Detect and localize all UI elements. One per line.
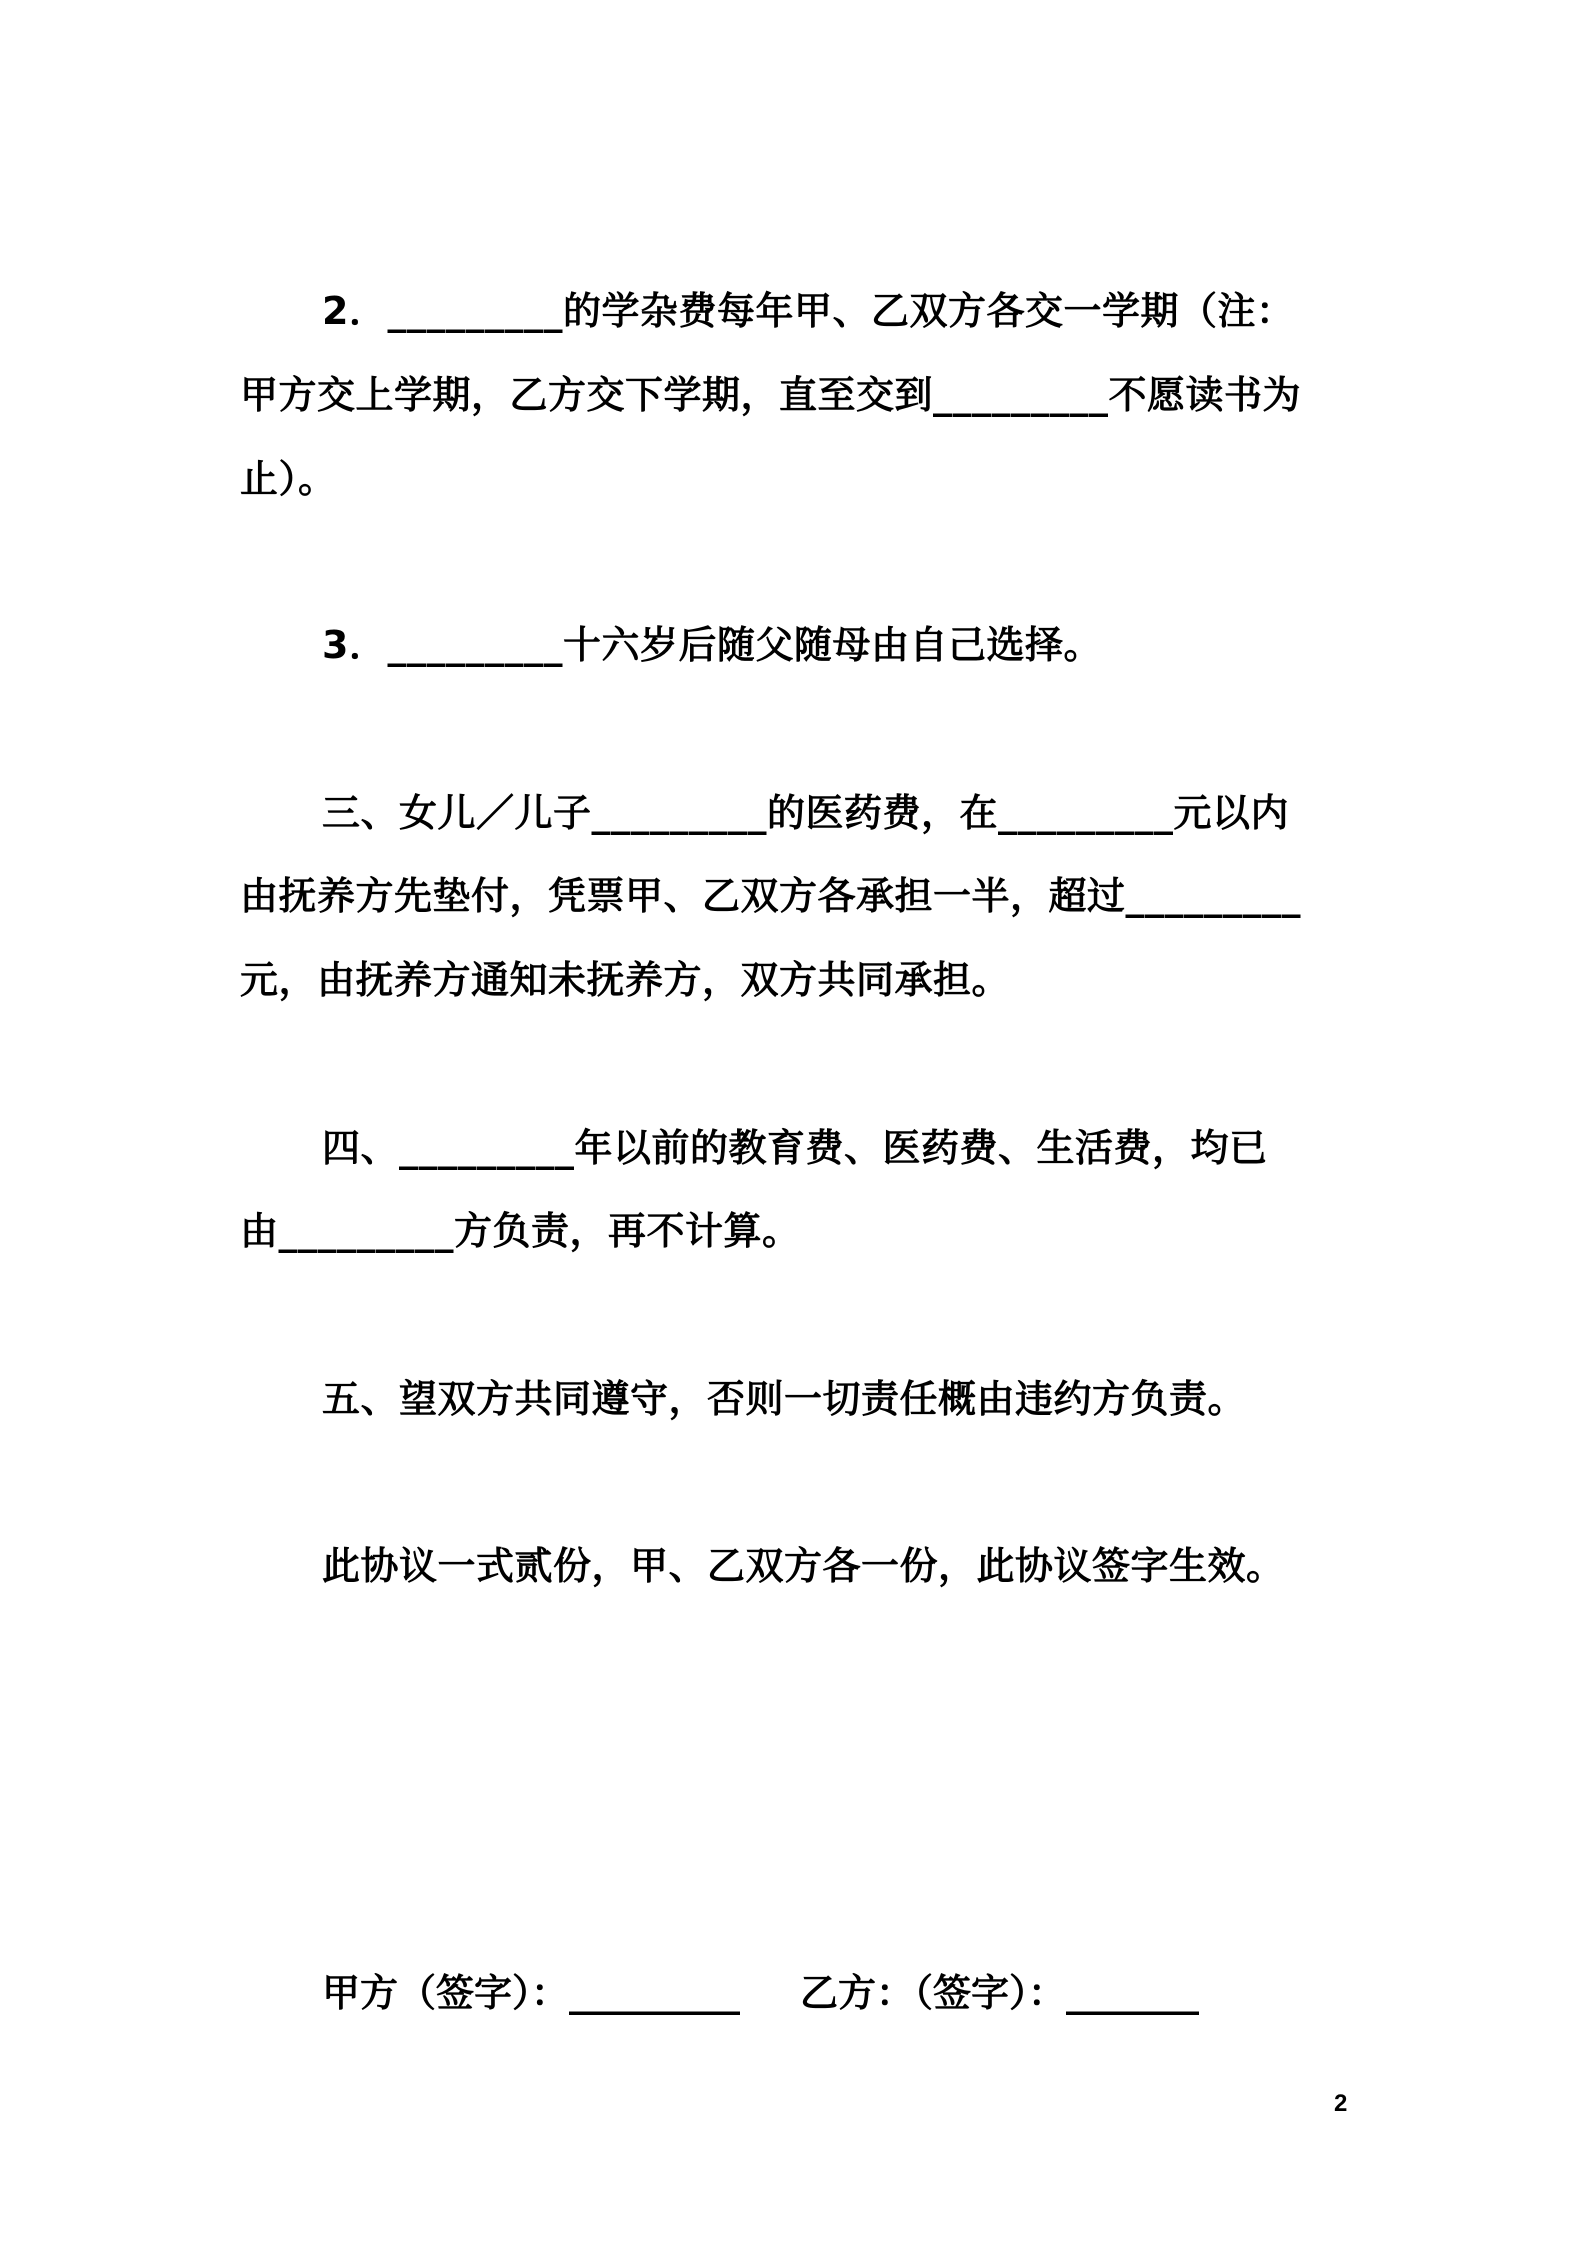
section-four-line-2: 由_________方负责，再不计算。 xyxy=(240,1209,801,1253)
closing-line-1: 此协议一式贰份，甲、乙双方各一份，此协议签字生效。 xyxy=(322,1544,1285,1588)
page-number: 2 xyxy=(1334,2090,1348,2117)
party-a-signature: 甲方（签字）：_________ xyxy=(322,1971,741,2015)
section-five-line-1: 五、望双方共同遵守，否则一切责任概由违约方负责。 xyxy=(322,1377,1247,1421)
section-four-line-1: 四、_________年以前的教育费、医药费、生活费，均已 xyxy=(322,1126,1268,1170)
paragraph-2-line-3: 止）。 xyxy=(240,457,337,501)
paragraph-3-line-1: 3．_________十六岁后随父随母由自己选择。 xyxy=(322,623,1102,667)
paragraph-2-line-2: 甲方交上学期，乙方交下学期，直至交到_________不愿读书为 xyxy=(240,373,1302,417)
section-three-line-1: 三、女儿／儿子_________的医药费，在_________元以内 xyxy=(322,791,1290,835)
section-three-line-2: 由抚养方先垫付，凭票甲、乙双方各承担一半，超过_________ xyxy=(240,874,1302,918)
signature-row xyxy=(322,1970,1199,2016)
paragraph-2-line-1: 2．_________的学杂费每年甲、乙双方各交一学期（注： xyxy=(322,289,1295,333)
section-three-line-3: 元，由抚养方通知未抚养方，双方共同承担。 xyxy=(240,958,1011,1002)
party-b-signature: 乙方：（签字）：_______ xyxy=(800,1971,1200,2015)
